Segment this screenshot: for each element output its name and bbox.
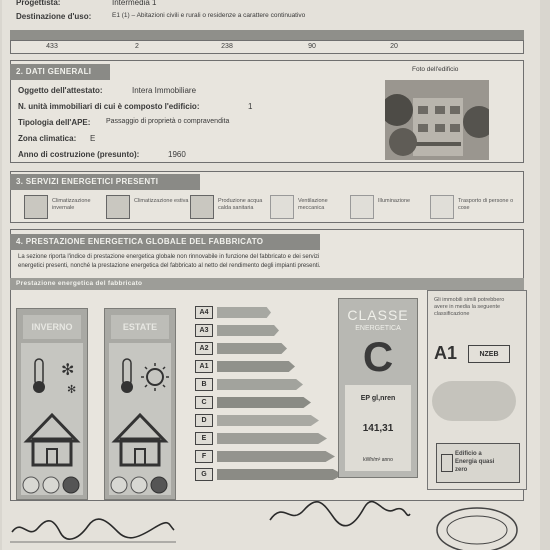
signature-right [264, 496, 414, 536]
service-label: Produzione acqua calda sanitaria [218, 198, 263, 211]
ep-value: 141,31 [362, 423, 394, 434]
summer-label: ESTATE [111, 315, 169, 339]
class-label: F [195, 450, 213, 463]
signature-left [8, 510, 178, 550]
class-label: E [195, 432, 213, 445]
winter-illustration [21, 343, 83, 495]
subsection-bar: Prestazione energetica del fabbricato [10, 278, 524, 290]
class-label: A4 [195, 306, 213, 319]
class-bar [217, 379, 303, 390]
summer-cooling-icon [106, 195, 130, 219]
building-photo-image [385, 80, 489, 160]
class-bar [217, 343, 287, 354]
field-value: Passaggio di proprietà o compravendita [106, 118, 230, 125]
table-cell: 90 [308, 43, 316, 50]
reference-stamp [432, 381, 516, 421]
class-bar [217, 307, 271, 318]
class-label: C [195, 396, 213, 409]
field-label: Tipologia dell'APE: [18, 118, 91, 127]
winter-heating-icon [24, 195, 48, 219]
class-bar [217, 451, 335, 462]
reference-box [427, 290, 527, 490]
reference-class: A1 [434, 343, 458, 363]
certificate-page [2, 0, 540, 550]
field-value: 1 [248, 102, 253, 111]
header-table-band [10, 30, 524, 40]
nzeb-box-text: Edificio a Energia quasi zero [455, 451, 495, 473]
lighting-icon [350, 195, 374, 219]
summer-card [104, 308, 176, 500]
field-label: Zona climatica: [18, 134, 77, 143]
summer-house-icon [109, 343, 171, 495]
section-title: 4. PRESTAZIONE ENERGETICA GLOBALE DEL FABBRICATO [10, 234, 320, 250]
header-table [10, 40, 524, 54]
class-bar [217, 469, 343, 480]
table-cell: 433 [46, 43, 58, 50]
class-bar [217, 361, 295, 372]
class-bar [217, 325, 279, 336]
table-cell: 238 [221, 43, 233, 50]
winter-house-icon [21, 343, 83, 495]
field-label: Oggetto dell'attestato: [18, 86, 103, 95]
class-label: D [195, 414, 213, 427]
svg-text:✻: ✻ [61, 360, 75, 379]
class-bar [217, 433, 327, 444]
winter-card [16, 308, 88, 500]
energy-class-value: C [362, 333, 394, 380]
nzeb-box [436, 443, 520, 483]
use-label: Destinazione d'uso: [16, 12, 92, 21]
class-label: G [195, 468, 213, 481]
ventilation-icon [270, 195, 294, 219]
ep-panel [345, 385, 411, 471]
class-box-subtitle: ENERGETICA [355, 325, 401, 332]
class-bar [217, 415, 319, 426]
service-label: Climatizzazione invernale [52, 198, 91, 211]
class-label: A1 [195, 360, 213, 373]
section-title: 2. DATI GENERALI [10, 64, 110, 80]
hot-water-icon [190, 195, 214, 219]
building-photo [385, 80, 489, 160]
table-cell: 2 [135, 43, 139, 50]
field-value: E [90, 134, 96, 143]
winter-label: INVERNO [23, 315, 81, 339]
nzeb-tag: NZEB [468, 345, 510, 363]
class-bar [217, 397, 311, 408]
section-text: energetici presenti, nonché la prestazione energetica del fabbricato al netto del rendimento degli impianti presenti. [18, 263, 321, 269]
stamp [432, 500, 522, 550]
field-label: Anno di costruzione (presunto): [18, 150, 140, 159]
photo-label: Foto dell'edificio [412, 66, 459, 73]
class-label: B [195, 378, 213, 391]
class-box-title: CLASSE [347, 307, 409, 323]
service-label: Ventilazione meccanica [298, 198, 328, 211]
table-cell: 20 [390, 43, 398, 50]
section-text: La sezione riporta l'indice di prestazione energetica globale non rinnovabile in funzione del fabbricato e dei servizi [18, 254, 320, 260]
energy-class-box [338, 298, 418, 478]
service-label: Illuminazione [378, 198, 411, 204]
field-value: Intera Immobiliare [132, 86, 197, 95]
designer-value: Intermedia 1 [112, 0, 157, 7]
class-label: A2 [195, 342, 213, 355]
house-icon [441, 454, 453, 472]
field-label: N. unità immobiliari di cui è composto l'edificio: [18, 102, 200, 111]
elevator-icon [430, 195, 454, 219]
designer-label: Progettista: [16, 0, 61, 7]
reference-text: Gli immobili simili potrebbero avere in media la seguente classificazione [434, 297, 505, 317]
ep-unit: kWh/m² anno [363, 457, 393, 463]
use-value: E1 (1) – Abitazioni civili e rurali o residenze a carattere continuativo [112, 12, 306, 19]
svg-text:✻: ✻ [67, 383, 77, 396]
service-label: Trasporto di persone o cose [458, 198, 514, 211]
service-label: Climatizzazione estiva [134, 198, 189, 204]
class-label: A3 [195, 324, 213, 337]
section-title: 3. SERVIZI ENERGETICI PRESENTI [10, 174, 200, 190]
ep-label: EP gl,nren [360, 395, 396, 402]
summer-illustration [109, 343, 171, 495]
field-value: 1960 [168, 150, 186, 159]
